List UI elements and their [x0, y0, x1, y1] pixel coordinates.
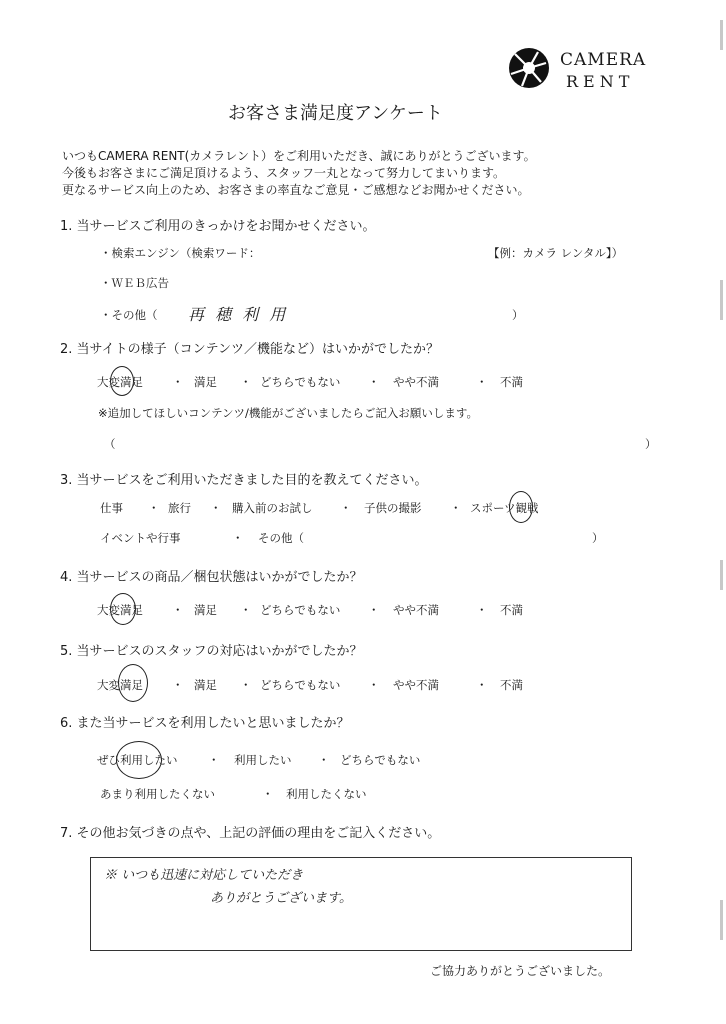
q5-option-dissatisfied[interactable]: 不満	[500, 678, 523, 692]
q5-sep-2: ・	[240, 678, 252, 692]
q3-sep-5: ・	[232, 531, 244, 545]
q6-option-would-use[interactable]: 利用したい	[234, 753, 292, 767]
brand-line-1: CAMERA	[560, 50, 647, 70]
q6-sep-1: ・	[208, 753, 220, 767]
q2-option-dissatisfied[interactable]: 不満	[500, 375, 523, 389]
q6-option-not-really[interactable]: あまり利用したくない	[100, 787, 215, 801]
q5-title: 5. 当サービスのスタッフの対応はいかがでしたか？	[60, 644, 363, 659]
q2-title: 2. 当サイトの様子（コンテンツ／機能など）はいかがでしたか？	[60, 342, 439, 357]
q4-selection-circle	[110, 593, 136, 625]
q3-selection-circle	[509, 491, 533, 523]
q5-option-satisfied[interactable]: 満足	[194, 678, 217, 692]
q2-close-paren: ）	[645, 437, 657, 451]
q3-sep-2: ・	[210, 501, 222, 515]
q2-open-paren: （	[104, 437, 116, 451]
q2-sep-3: ・	[368, 375, 380, 389]
q4-option-dissatisfied[interactable]: 不満	[500, 603, 523, 617]
q4-sep-4: ・	[476, 603, 488, 617]
q7-answer-line-2: ありがとうございます。	[210, 891, 352, 906]
q4-option-neutral[interactable]: どちらでもない	[260, 603, 341, 617]
page-title: お客さま満足度アンケート	[228, 103, 443, 124]
q1-other[interactable]: ・その他（	[100, 308, 158, 322]
q5-selection-circle	[118, 664, 148, 702]
brand-line-2: RENT	[566, 72, 635, 91]
intro-line-1: いつもCAMERA RENT(カメラレント）をご利用いただき、誠にありがとうございます。	[62, 149, 536, 163]
q4-option-somewhat-dissatisfied[interactable]: やや不満	[393, 603, 439, 617]
q5-sep-3: ・	[368, 678, 380, 692]
q2-selection-circle	[110, 366, 134, 396]
q2-sep-2: ・	[240, 375, 252, 389]
q1-other-handwritten: 再 穂 利 用	[188, 305, 289, 324]
scan-edge-mark	[720, 280, 723, 320]
q3-sep-4: ・	[450, 501, 462, 515]
q2-option-neutral[interactable]: どちらでもない	[260, 375, 341, 389]
q3-other-close: ）	[592, 531, 604, 545]
q4-option-satisfied[interactable]: 満足	[194, 603, 217, 617]
camera-aperture-icon	[508, 47, 550, 89]
q3-sep-1: ・	[148, 501, 160, 515]
q4-sep-1: ・	[172, 603, 184, 617]
q7-answer-line-1: ※ いつも迅速に対応していただき	[104, 868, 304, 883]
q5-sep-1: ・	[172, 678, 184, 692]
q1-search-engine[interactable]: ・検索エンジン（検索ワード：	[100, 246, 261, 260]
scan-edge-mark	[720, 20, 723, 50]
q2-sep-4: ・	[476, 375, 488, 389]
q5-option-very-satisfied[interactable]: 大変満足	[97, 678, 143, 692]
q3-option-events[interactable]: イベントや行事	[100, 531, 181, 545]
q2-option-somewhat-dissatisfied[interactable]: やや不満	[393, 375, 439, 389]
footer-thanks: ご協力ありがとうございました。	[430, 964, 611, 978]
q2-note: ※追加してほしいコンテンツ/機能がございましたらご記入お願いします。	[98, 406, 479, 420]
q1-other-close: ）	[512, 308, 524, 322]
intro-line-2: 今後もお客さまにご満足頂けるよう、スタッフ一丸となって努力してまいります。	[62, 166, 506, 180]
q4-option-very-satisfied[interactable]: 大変満足	[97, 603, 143, 617]
q4-sep-3: ・	[368, 603, 380, 617]
q5-option-somewhat-dissatisfied[interactable]: やや不満	[393, 678, 439, 692]
q6-option-neutral[interactable]: どちらでもない	[340, 753, 421, 767]
scan-edge-mark	[720, 900, 723, 940]
q6-title: 6. また当サービスを利用したいと思いましたか？	[60, 716, 350, 731]
q5-option-neutral[interactable]: どちらでもない	[260, 678, 341, 692]
q4-sep-2: ・	[240, 603, 252, 617]
q4-title: 4. 当サービスの商品／梱包状態はいかがでしたか？	[60, 570, 363, 585]
q6-sep-2: ・	[318, 753, 330, 767]
q6-option-would-not[interactable]: 利用したくない	[286, 787, 367, 801]
q3-option-work[interactable]: 仕事	[100, 501, 123, 515]
q2-option-very-satisfied[interactable]: 大変満足	[97, 375, 143, 389]
q7-title: 7. その他お気づきの点や、上記の評価の理由をご記入ください。	[60, 826, 441, 841]
intro-line-3: 更なるサービス向上のため、お客さまの率直なご意見・ご感想などお聞かせください。	[62, 183, 530, 197]
q6-option-definitely[interactable]: ぜひ利用したい	[97, 753, 178, 767]
q6-selection-circle	[116, 741, 162, 779]
q3-title: 3. 当サービスをご利用いただきました目的を教えてください。	[60, 473, 428, 488]
scan-edge-mark	[720, 560, 723, 590]
q3-option-sports[interactable]: スポーツ観戦	[470, 501, 539, 515]
q3-option-trial[interactable]: 購入前のお試し	[232, 501, 313, 515]
q1-web-ad[interactable]: ・ＷＥＢ広告	[100, 276, 169, 290]
q1-example: 【例：カメラ レンタル】）	[488, 246, 624, 260]
q3-option-kids-photo[interactable]: 子供の撮影	[364, 501, 422, 515]
q6-sep-3: ・	[262, 787, 274, 801]
q3-option-travel[interactable]: 旅行	[168, 501, 191, 515]
q5-sep-4: ・	[476, 678, 488, 692]
q3-option-other[interactable]: その他（	[258, 531, 304, 545]
q2-option-satisfied[interactable]: 満足	[194, 375, 217, 389]
q3-sep-3: ・	[340, 501, 352, 515]
q1-title: 1. 当サービスご利用のきっかけをお聞かせください。	[60, 219, 376, 234]
q2-sep-1: ・	[172, 375, 184, 389]
